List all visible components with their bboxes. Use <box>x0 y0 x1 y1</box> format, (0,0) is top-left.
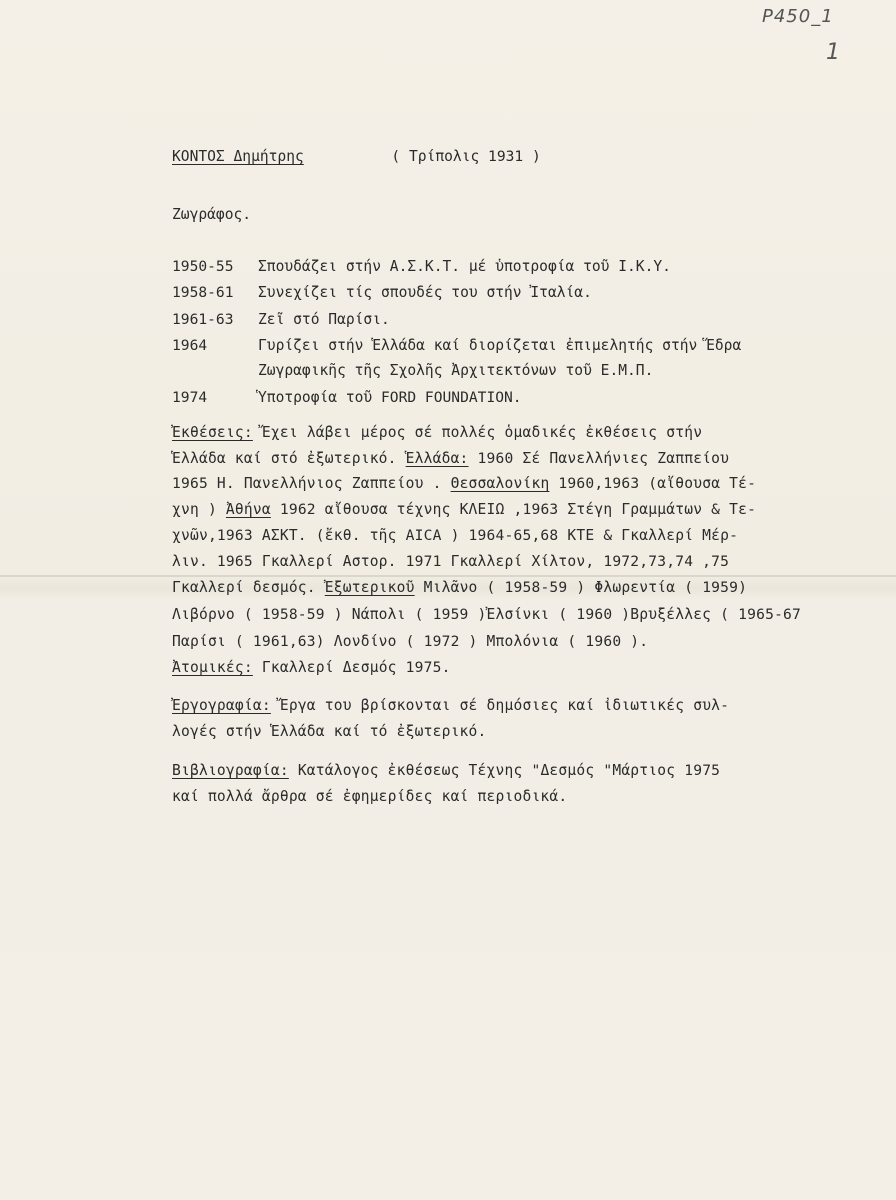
works-line <box>172 697 878 714</box>
timeline-year: 1964 <box>172 337 208 354</box>
exhibitions-text: 1965 Η. Πανελλήνιος Ζαππείου . <box>172 475 451 492</box>
works-text: Ἔργα του βρίσκονται σέ δημόσιες καί ἰδιωτικές συλ- <box>270 697 730 714</box>
athens-label: Ἀθήνα <box>225 501 271 518</box>
exhibitions-text: Ἔχει λάβει μέρος σέ πολλές ὁμαδικές ἐκθέσεις στήν <box>261 424 703 441</box>
exhibitions-text: 1962 αἴθουσα τέχνης ΚΛΕΙΩ ,1963 Στέγη Γραμμάτων & Τε- <box>270 501 757 518</box>
exhibitions-label: Ἐκθέσεις: <box>172 424 253 441</box>
exhibitions-text: 1960 Σέ Πανελλήνιες Ζαππείου <box>468 450 730 467</box>
timeline-text: Γυρίζει στήν Ἑλλάδα καί διορίζεται ἐπιμελητής στήν Ἕδρα <box>258 337 742 354</box>
page-number: 1 <box>826 40 840 65</box>
profession: Ζωγράφος. <box>172 206 252 223</box>
exhibitions-text: χνη ) <box>172 501 226 518</box>
timeline-row <box>172 258 671 275</box>
exhibitions-line: λιν. 1965 Γκαλλερί Αστορ. 1971 Γκαλλερί Χίλτον, 1972,73,74 ,75 <box>172 553 730 570</box>
header-line <box>172 148 541 165</box>
timeline-year: 1974 <box>172 389 208 406</box>
bibliography-line: καί πολλά ἄρθρα σέ ἐφημερίδες καί περιοδικά. <box>172 788 568 805</box>
exhibitions-text: Μιλᾶνο ( 1958-59 ) Φλωρεντία ( 1959) <box>414 579 748 596</box>
solo-text: Γκαλλερί Δεσμός 1975. <box>252 659 451 676</box>
exhibitions-line <box>172 424 878 441</box>
exhibitions-line: χνῶν,1963 ΑΣΚΤ. (ἔκθ. τῆς AICA ) 1964-65,68 ΚΤΕ & Γκαλλερί Μέρ- <box>172 527 739 544</box>
solo-label: Ἀτομικές: <box>172 659 253 676</box>
paper-fold <box>0 575 896 577</box>
bibliography-line <box>172 762 878 779</box>
timeline-year: 1961-63 <box>172 311 234 328</box>
exhibitions-line <box>172 579 878 596</box>
timeline-row <box>172 337 741 354</box>
timeline-row <box>172 362 653 379</box>
timeline-year: 1950-55 <box>172 258 234 275</box>
exhibitions-text: Γκαλλερί δεσμός. <box>172 579 325 596</box>
abroad-label: Ἐξωτερικοῦ <box>324 579 415 596</box>
birth-info: ( Τρίπολις 1931 ) <box>391 148 541 165</box>
works-label: Ἐργογραφία: <box>172 697 271 714</box>
exhibitions-line: Λιβόρνο ( 1958-59 ) Νάπολι ( 1959 )Ἐλσίνκι ( 1960 )Βρυξέλλες ( 1965-67 <box>172 606 802 623</box>
artist-name: ΚΟΝΤΟΣ Δημήτρης <box>172 148 304 165</box>
bibliography-label: Βιβλιογραφία: <box>172 762 289 779</box>
timeline-text: Ζεῖ στό Παρίσι. <box>258 311 390 328</box>
timeline-text: Σπουδάζει στήν Α.Σ.Κ.Τ. μέ ὑποτροφία τοῦ Ι.Κ.Υ. <box>258 258 671 275</box>
timeline-row <box>172 311 390 328</box>
timeline-text: Ζωγραφικῆς τῆς Σχολῆς Ἀρχιτεκτόνων τοῦ Ε.Μ.Π. <box>258 362 654 379</box>
timeline-row <box>172 284 592 301</box>
exhibitions-line <box>172 501 878 518</box>
exhibitions-line <box>172 450 878 467</box>
exhibitions-line: Παρίσι ( 1961,63) Λονδίνο ( 1972 ) Μπολόνια ( 1960 ). <box>172 633 649 650</box>
exhibitions-text: 1960,1963 (αἴθουσα Τέ- <box>549 475 757 492</box>
timeline-text: Συνεχίζει τίς σπουδές του στήν Ἰταλία. <box>258 284 592 301</box>
timeline-year: 1958-61 <box>172 284 234 301</box>
works-line: λογές στήν Ἑλλάδα καί τό ἐξωτερικό. <box>172 723 487 740</box>
archive-code: P450_1 <box>762 6 834 27</box>
exhibitions-text: Ἑλλάδα καί στό ἐξωτερικό. <box>172 450 406 467</box>
greece-label: Ἑλλάδα: <box>405 450 469 467</box>
timeline-text: Ὑποτροφία τοῦ FORD FOUNDATION. <box>258 389 522 406</box>
bibliography-text: Κατάλογος ἐκθέσεως Τέχνης "Δεσμός "Μάρτιος 1975 <box>288 762 721 779</box>
exhibitions-line <box>172 475 878 492</box>
solo-exhibitions-line <box>172 659 878 676</box>
thessaloniki-label: Θεσσαλονίκη <box>450 475 550 492</box>
timeline-row <box>172 389 522 406</box>
